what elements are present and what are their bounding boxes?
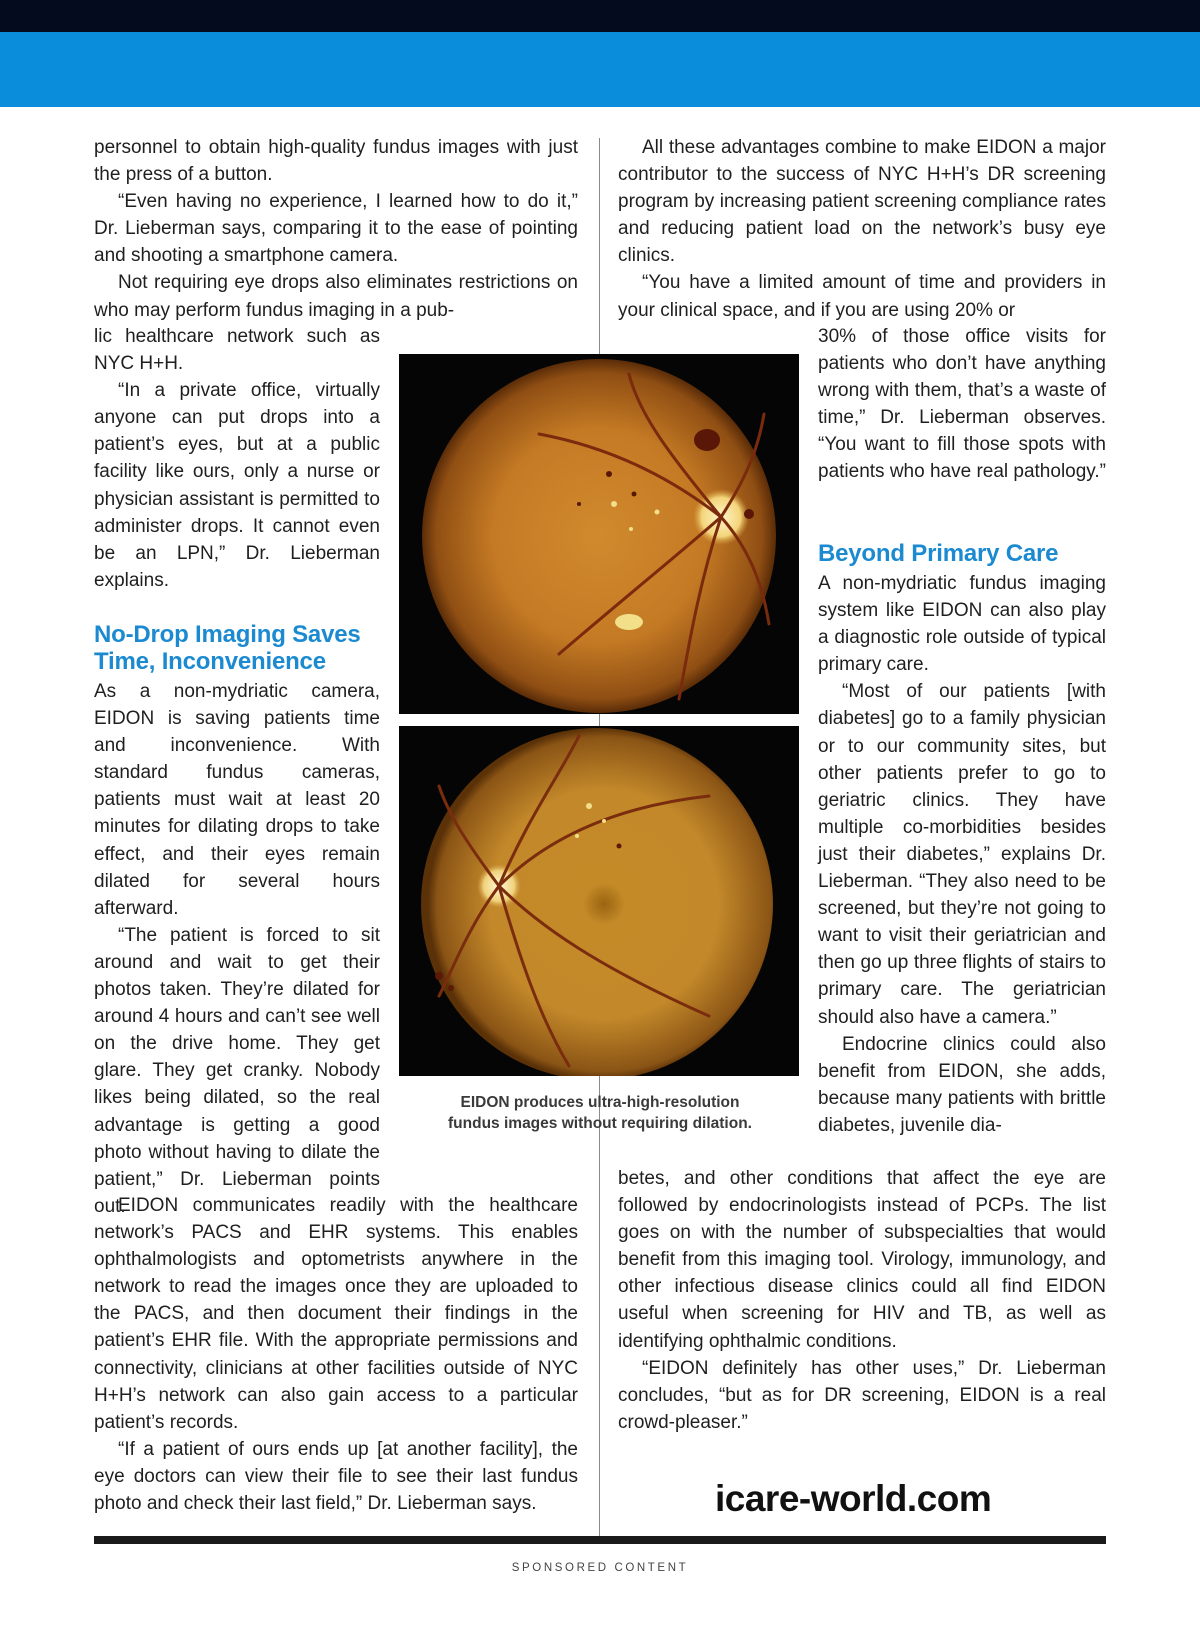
paragraph: personnel to obtain high-quality fundus images with just the press of a button. [94, 137, 578, 186]
fundus-photo-bottom [399, 726, 799, 1076]
paragraph: “If a patient of ours ends up [at another facility], the eye doctors can view their file to see their last fundus photo and check their last field,” Dr. Lieberman says. [94, 1438, 578, 1515]
paragraph: A non-mydriatic fundus imaging system like EIDON can also play a diagnostic role outside of typical primary care. [818, 573, 1106, 676]
sponsored-content-label: SPONSORED CONTENT [511, 1562, 689, 1574]
col2-section-body [818, 570, 1106, 1139]
col2-wide-block [618, 1165, 1106, 1436]
paragraph: EIDON communicates readily with the healthcare network’s PACS and EHR systems. This enables ophthalmologists and optometrists anywhere in the network to read the images once they are uploaded to the PACS, and then document their findings in the patient’s EHR file. With the appropriate permissions and connectivity, clinicians at other facilities outside of NYC H+H’s network can also gain access to a particular patient’s records. [94, 1195, 578, 1433]
paragraph: “EIDON definitely has other uses,” Dr. Lieberman concludes, “but as for DR screening, EIDON is a real crowd-pleaser.” [618, 1357, 1106, 1433]
heading-line: No-Drop Imaging Saves [94, 621, 361, 648]
section-heading-beyond-primary: Beyond Primary Care [818, 540, 1059, 567]
paragraph: betes, and other conditions that affect the eye are followed by endocrinologists instead of PCPs. The list goes on with the number of subspecialties that would benefit from this imaging tool. Virology, immunology, and other infectious disease clinics could all find EIDON useful when screening for HIV and TB, as well as identifying ophthalmic conditions. [618, 1168, 1106, 1352]
photo-caption [420, 1092, 780, 1134]
col1-intro [94, 134, 578, 324]
paragraph: As a non-mydriatic camera, EIDON is saving patients time and inconvenience. With standard fundus cameras, patients must wait at least 20 minutes for dilating drops to take effect, and their eyes remain dilated for several hours afterward. [94, 681, 380, 919]
col1-narrow-block [94, 323, 380, 594]
paragraph: Not requiring eye drops also eliminates restrictions on who may perform fundus imaging in a pub- [94, 272, 578, 321]
bottom-rule [94, 1536, 1106, 1544]
caption-line: fundus images without requiring dilation. [448, 1115, 752, 1132]
site-url-link[interactable]: icare-world.com [715, 1478, 992, 1519]
col1-section-body [94, 678, 380, 1220]
col1-wide-block [94, 1192, 578, 1517]
paragraph: 30% of those office visits for patients who don’t have anything wrong with them, that’s a waste of time,” Dr. Lieberman observes. “You want to fill those spots with patients who have real pathology.” [818, 326, 1106, 483]
col2-top-block [618, 134, 1106, 324]
paragraph: Endocrine clinics could also benefit from EIDON, she adds, because many patients with brittle diabetes, juvenile dia- [818, 1033, 1106, 1136]
paragraph: “Even having no experience, I learned how to do it,” Dr. Lieberman says, comparing it to the ease of pointing and shooting a smartphone camera. [94, 191, 578, 267]
paragraph: lic healthcare network such as NYC H+H. [94, 326, 380, 375]
caption-line: EIDON produces ultra-high-resolution [460, 1094, 740, 1111]
top-dark-bar [0, 0, 1200, 32]
paragraph: All these advantages combine to make EIDON a major contributor to the success of NYC H+H’s DR screening program by increasing patient screening compliance rates and reducing patient load on the network’s busy eye clinics. [618, 137, 1106, 267]
paragraph: “Most of our patients [with diabetes] go to a family physician or to our community sites, but other patients prefer to go to geriatric clinics. They have multiple co-morbidities besides just their diabetes,” explains Dr. Lieberman. “They also need to be screened, but they’re not going to want to visit their geriatrician and then go up three flights of stairs to primary care. The geriatrician should also have a camera.” [818, 681, 1106, 1028]
paragraph: “You have a limited amount of time and providers in your clinical space, and if you are using 20% or [618, 272, 1106, 321]
section-heading-no-drop [94, 621, 394, 675]
col2-narrow-block [818, 323, 1106, 486]
paragraph: “The patient is forced to sit around and wait to get their photos taken. They’re dilated for around 4 hours and can’t see well on the drive home. They get glare. They get cranky. Nobody likes being dilated, so the real advantage is getting a good photo without having to dilate the patient,” Dr. Lieberman points out. [94, 924, 380, 1217]
heading-line: Time, Inconvenience [94, 648, 326, 675]
paragraph: “In a private office, virtually anyone can put drops into a patient’s eyes, but at a public facility like ours, only a nurse or physician assistant is permitted to administer drops. It cannot even be an LPN,” Dr. Lieberman explains. [94, 380, 380, 591]
header-blue-band [0, 32, 1200, 107]
fundus-photo-top [399, 354, 799, 714]
